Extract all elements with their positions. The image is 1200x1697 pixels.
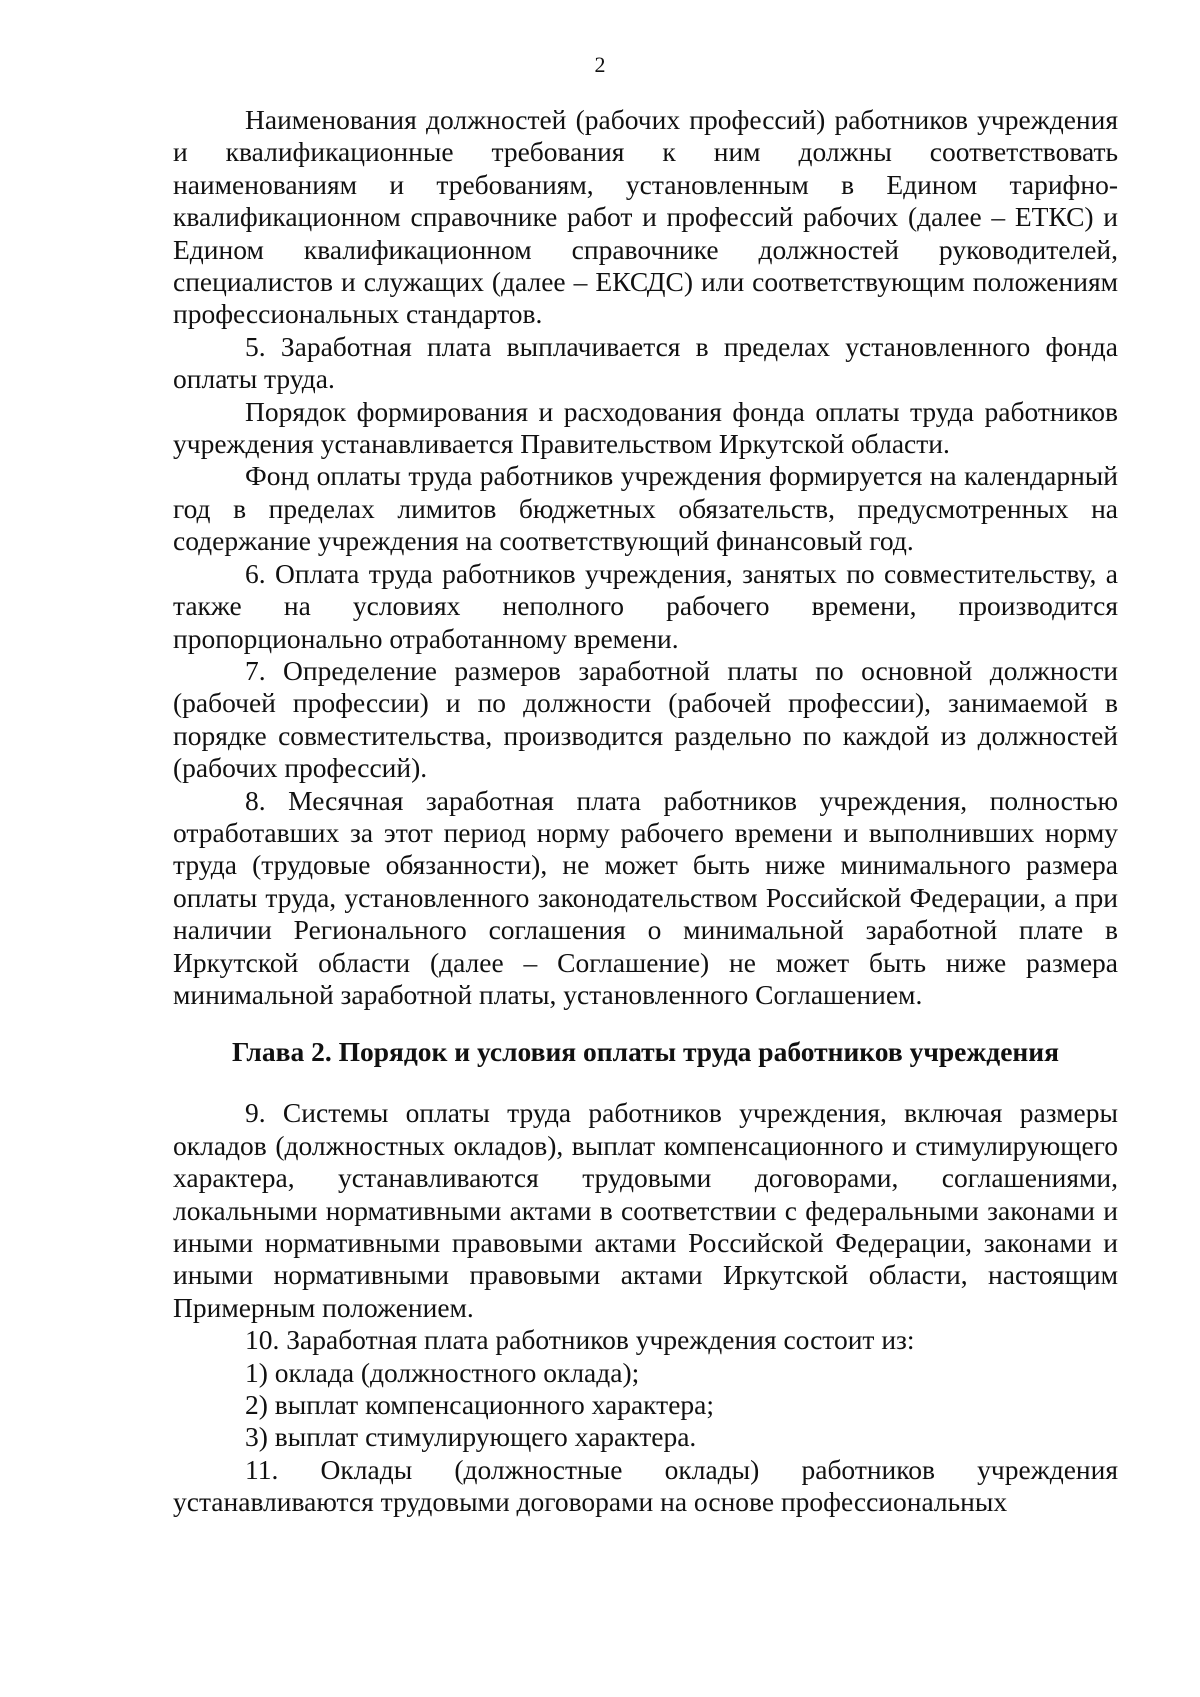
paragraph-10-wage-composition: 10. Заработная плата работников учреждения состоит из: (245, 1324, 915, 1356)
list-item-incentive: 3) выплат стимулирующего характера. (245, 1421, 697, 1453)
list-item-compensation: 2) выплат компенсационного характера; (245, 1389, 715, 1421)
paragraph-6-part-time-pay: 6. Оплата труда работников учреждения, занятых по совместительству, а также на условиях неполного рабочего времени, производится пропорционально отработанному времени. (173, 557, 1118, 654)
paragraph-7-separate-calculation: 7. Определение размеров заработной платы по основной должности (рабочей профессии) и по должности (рабочей профессии), занимаемой в порядке совместительства, производится раздельно по каждой из должностей (рабочих профессий). (173, 654, 1118, 784)
paragraph-9-pay-systems: 9. Системы оплаты труда работников учреждения, включая размеры окладов (должностных окладов), выплат компенсационного и стимулирующего характера, устанавливаются трудовыми договорами, соглашениями, локальными нормативными актами в соответствии с федеральными законами и иными нормативными правовыми актами Российской Федерации, законами и иными нормативными правовыми актами Иркутской области, настоящим Примерным положением. (173, 1097, 1118, 1323)
chapter-2-heading: Глава 2. Порядок и условия оплаты труда работников учреждения (232, 1036, 1059, 1068)
paragraph-11-salaries: 11. Оклады (должностные оклады) работников учреждения устанавливаются трудовыми договорами на основе профессиональных (173, 1453, 1118, 1518)
page-number: 2 (594, 52, 606, 77)
list-item-salary: 1) оклада (должностного оклада); (245, 1356, 640, 1388)
paragraph-fund-procedure: Порядок формирования и расходования фонда оплаты труда работников учреждения устанавливается Правительством Иркутской области. (173, 395, 1118, 460)
paragraph-position-names: Наименования должностей (рабочих профессий) работников учреждения и квалификационные требования к ним должны соответствовать наименованиям и требованиям, установленным в Едином тарифно-квалификационном справочнике работ и профессий рабочих (далее – ЕТКС) и Едином квалификационном справочнике должностей руководителей, специалистов и служащих (далее – ЕКСДС) или соответствующим положениям профессиональных стандартов. (173, 104, 1118, 330)
document-body (173, 104, 1118, 1519)
paragraph-5-wage-fund-limit: 5. Заработная плата выплачивается в пределах установленного фонда оплаты труда. (173, 330, 1118, 395)
paragraph-8-minimum-wage: 8. Месячная заработная плата работников учреждения, полностью отработавших за этот период норму рабочего времени и выполнивших норму труда (трудовые обязанности), не может быть ниже минимального размера оплаты труда, установленного законодательством Российской Федерации, а при наличии Регионального соглашения о минимальной заработной плате в Иркутской области (далее – Соглашение) не может быть ниже размера минимальной заработной платы, установленного Соглашением. (173, 784, 1118, 1010)
paragraph-fund-formation: Фонд оплаты труда работников учреждения формируется на календарный год в пределах лимитов бюджетных обязательств, предусмотренных на содержание учреждения на соответствующий финансовый год. (173, 460, 1118, 557)
